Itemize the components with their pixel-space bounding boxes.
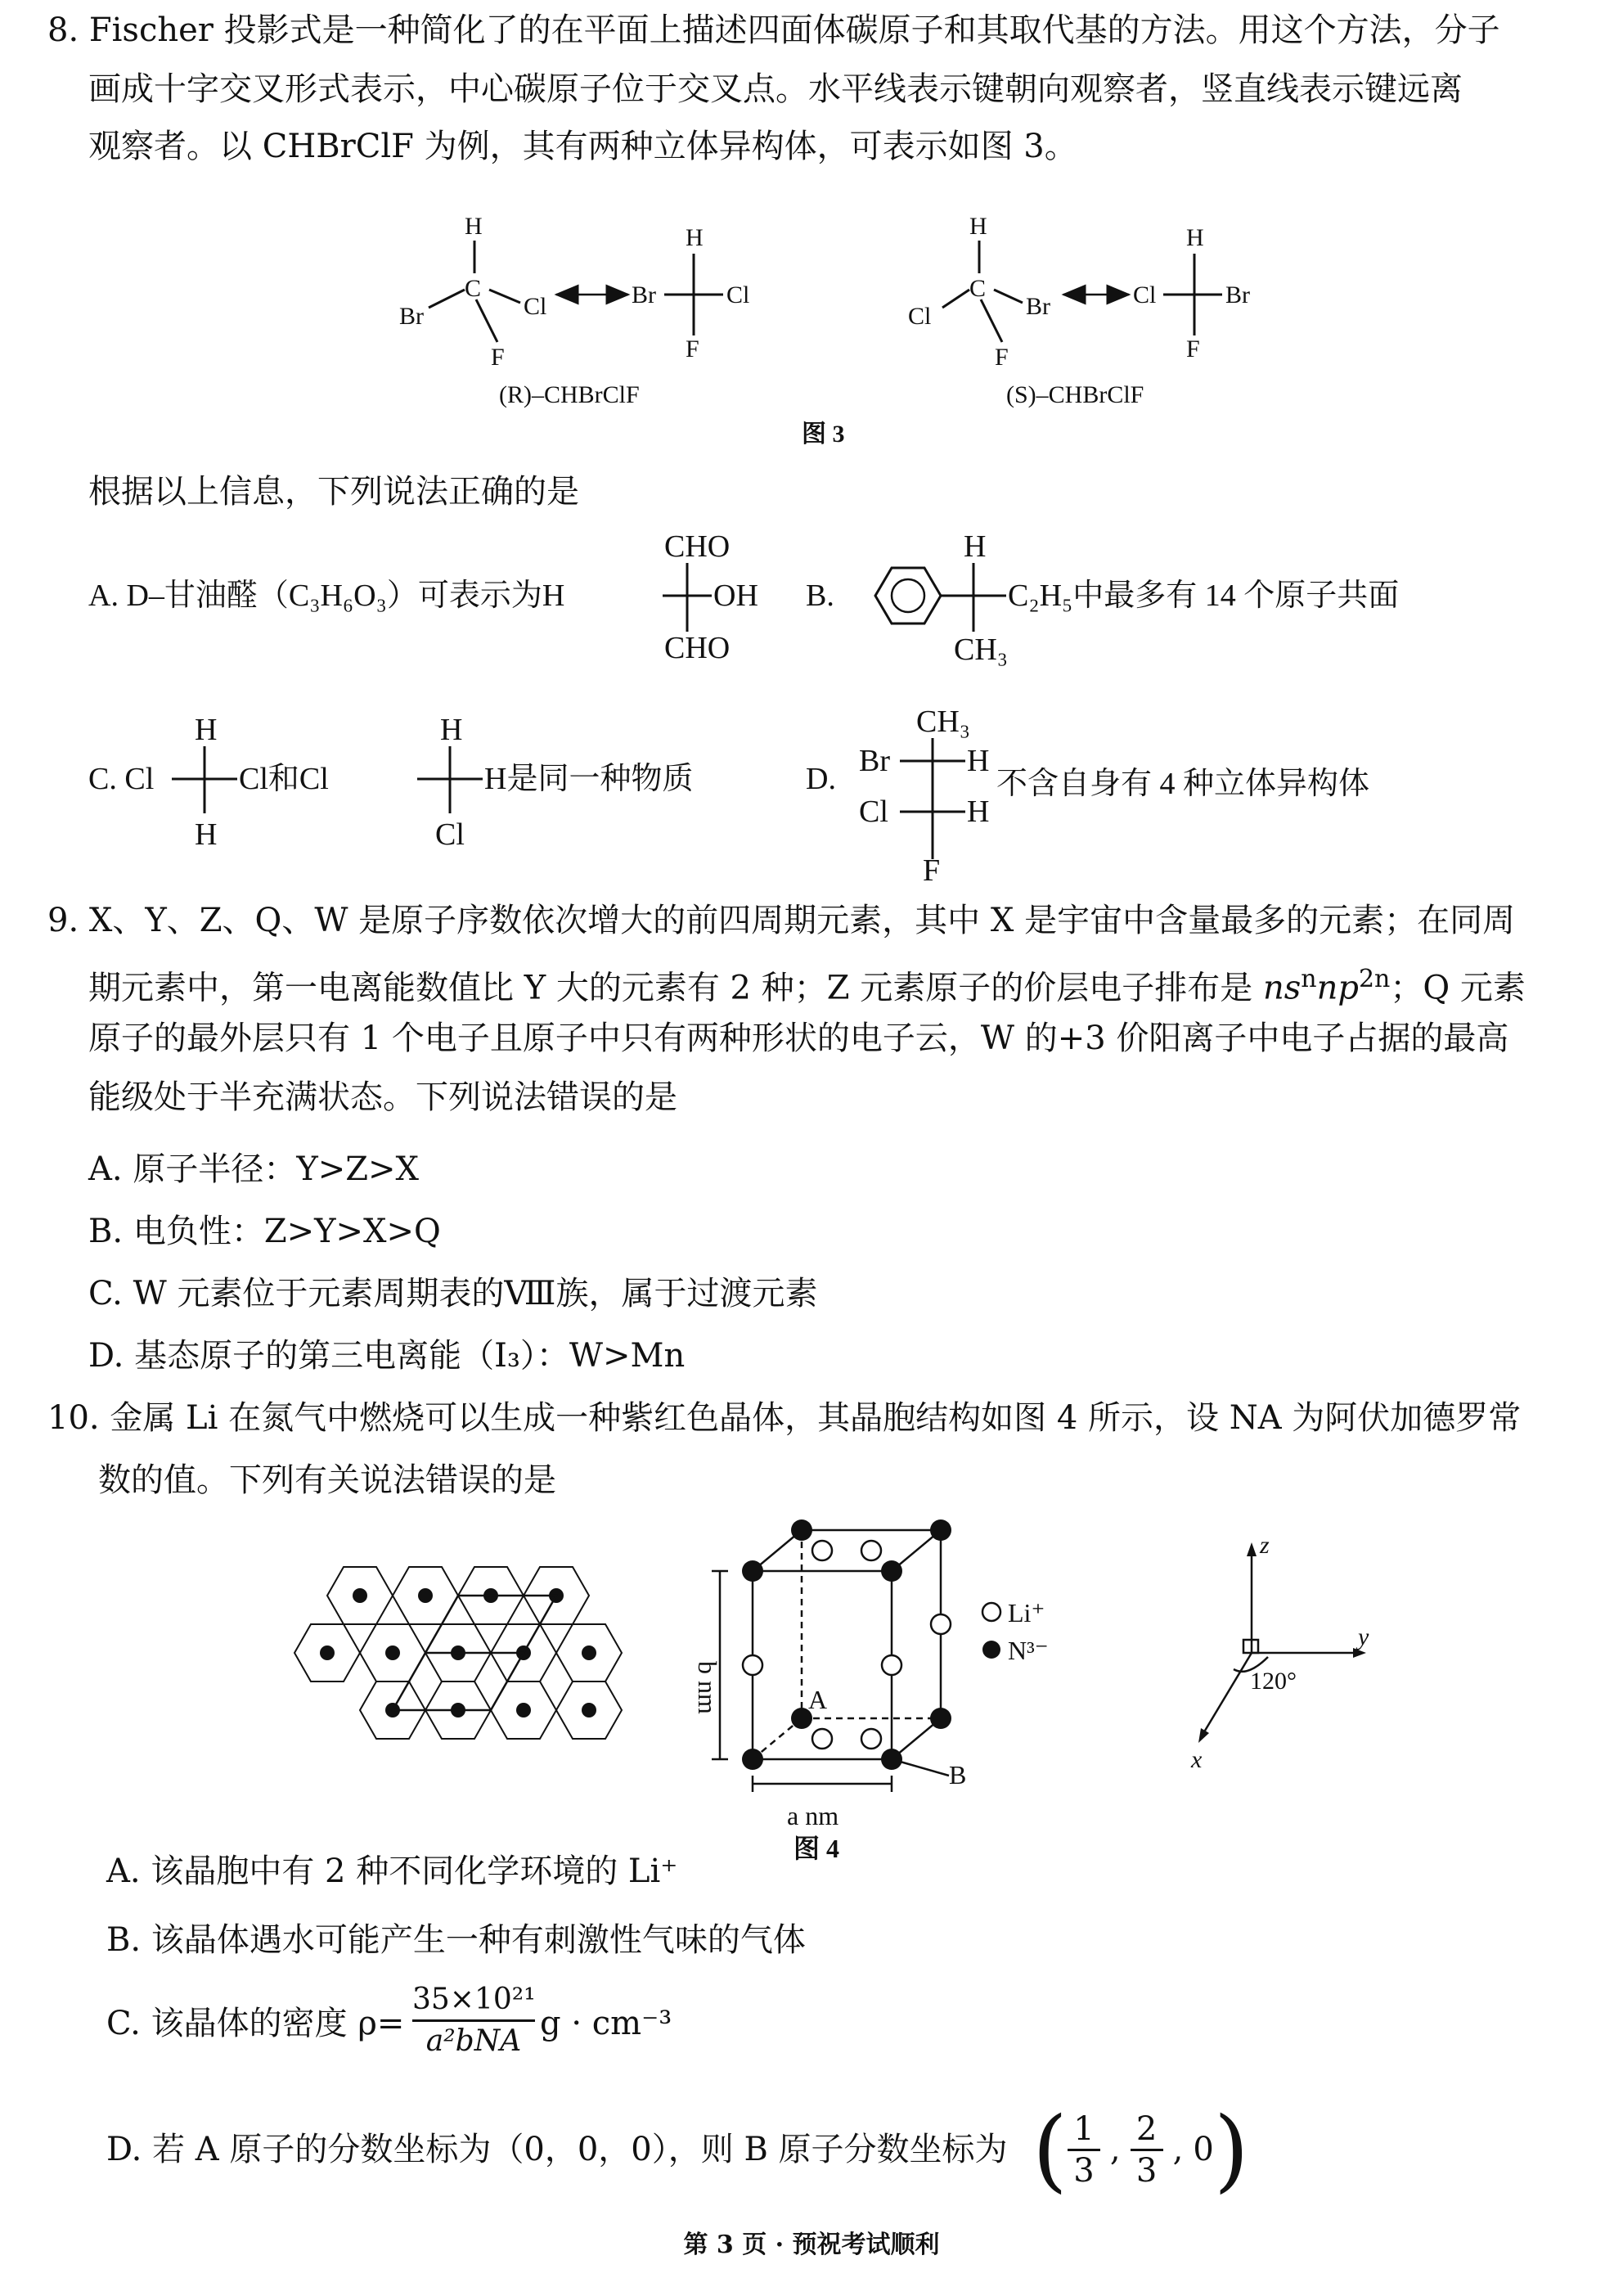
q9-line4: 能级处于半充满状态。下列说法错误的是 [88,1078,677,1116]
s-fischer-h: H [1186,224,1204,251]
frac-1 [1068,2109,1100,2190]
frac-2-den: 3 [1135,2151,1158,2190]
angle-label: 120° [1250,1668,1297,1695]
r-fischer-br: Br [632,281,656,308]
q8-option-c-bottom2: Cl [435,817,465,852]
figure-4-crystal-structure [278,1514,1440,1863]
paren-open: ( [1032,2097,1068,2202]
q8-option-c-prefix: C. Cl [88,762,155,796]
figure-3-caption: 图 3 [802,421,845,448]
frac-1-num: 1 [1068,2109,1100,2151]
q8-option-c-end: H是同一种物质 [484,762,694,796]
legend-li: Li⁺ [1008,1598,1045,1627]
s-fischer-br: Br [1225,281,1250,308]
s-fischer-f: F [1186,335,1200,362]
axis-x: x [1191,1746,1203,1773]
q8-option-a-right: OH [713,579,758,613]
label-a: A [808,1685,828,1714]
q9-ns: ns [1262,969,1302,1007]
q9-np: np [1316,969,1359,1007]
q9-option-c: C. W 元素位于元素周期表的Ⅷ族，属于过渡元素 [88,1275,818,1312]
q9-ns-exp: n [1301,965,1317,993]
figure-4-caption: 图 4 [794,1834,840,1863]
q8-option-b-bottom: CH₃ [954,633,1009,667]
comma-2: , [1172,2131,1184,2168]
q10-option-c-fraction [412,1980,535,2061]
q10-option-a: A. 该晶胞中有 2 种不同化学环境的 Li⁺ [106,1853,678,1890]
r-h-top: H [465,213,483,240]
r-fischer-f: F [686,335,699,362]
label-b: B [949,1760,967,1790]
r-f: F [491,344,505,371]
q8-option-d-h2: H [967,795,990,829]
q8-option-c-top2: H [440,713,463,747]
q8-option-d-prefix: D. [806,762,836,796]
legend-n: N³⁻ [1008,1636,1049,1665]
q8-line1: 8. Fischer 投影式是一种简化了的在平面上描述四面体碳原子和其取代基的方法。用这个方法，分子 [47,11,1500,49]
axis-y: y [1358,1623,1369,1650]
q9-line2-end: ；Q 元素 [1390,969,1526,1007]
figure-3-fischer-projections [368,205,1309,458]
frac-2 [1131,2109,1163,2190]
q9-option-b: B. 电负性：Z>Y>X>Q [88,1213,441,1250]
frac-1-den: 3 [1073,2151,1095,2190]
q9-np-exp: 2n [1358,965,1391,993]
q10-option-d-coords [1032,2097,1249,2202]
comma-1: , [1109,2131,1121,2168]
s-cl: Cl [908,303,932,330]
q8-options-ab [82,524,1554,679]
q8-option-a-bottom: CHO [664,631,731,665]
dim-b: b nm [693,1661,722,1714]
dim-a: a nm [787,1801,839,1830]
s-h-top: H [969,213,987,240]
q10-line1: 10. 金属 Li 在氮气中燃烧可以生成一种紫红色晶体，其晶胞结构如图 4 所示，设 NA 为阿伏加德罗常 [47,1399,1522,1437]
r-fischer-h: H [686,224,704,251]
q8-option-b-top: H [964,529,987,564]
q9-option-a: A. 原子半径：Y>Z>X [88,1150,420,1188]
s-f: F [995,344,1009,371]
q8-line2: 画成十字交叉形式表示，中心碳原子位于交叉点。水平线表示键朝向观察者，竖直线表示键远离 [88,70,1463,108]
q10-option-c-denominator: a²bNA [425,2024,522,2058]
q8-option-d-cl: Cl [859,795,888,829]
page-footer: 第 3 页 · 预祝考试顺利 [683,2231,940,2259]
q8-option-d-top: CH₃ [916,705,971,739]
q10-option-c-numerator: 35×10²¹ [412,1980,535,2022]
r-label: (R)–CHBrClF [499,381,640,408]
q8-option-d-br: Br [859,744,890,778]
r-cl: Cl [524,293,547,320]
axis-z: z [1260,1532,1270,1559]
q9-line2-text: 期元素中，第一电离能数值比 Y 大的元素有 2 种；Z 元素原子的价层电子排布是 [88,969,1263,1007]
q10-line2: 数的值。下列有关说法错误的是 [98,1461,556,1499]
q10-option-c-unit: g · cm⁻³ [540,2005,672,2042]
q8-stem: 根据以上信息，下列说法正确的是 [88,473,579,511]
s-label: (S)–CHBrClF [1006,381,1144,408]
q9-line3: 原子的最外层只有 1 个电子且原子中只有两种形状的电子云，W 的+3 价阳离子中电子占据的最高 [88,1020,1509,1057]
s-br: Br [1026,293,1050,320]
paren-close: ) [1213,2097,1249,2202]
q8-option-d-bottom: F [923,853,941,888]
q8-options-cd [82,704,1554,888]
q10-option-d-prefix: D. 若 A 原子的分数坐标为（0，0，0），则 B 原子分数坐标为 [106,2131,1008,2168]
s-fischer-cl: Cl [1133,281,1157,308]
r-fischer-cl: Cl [726,281,750,308]
r-c: C [465,275,482,302]
q8-option-c-top1: H [195,713,218,747]
q10-option-c-prefix: C. 该晶体的密度 ρ= [106,2005,405,2042]
q8-option-a-top: CHO [664,529,731,564]
q8-option-b-right: C₂H₅中最多有 14 个原子共面 [1008,579,1400,613]
coord-z: 0 [1193,2131,1214,2168]
q8-option-d-text: 不含自身有 4 种立体异构体 [996,767,1370,801]
r-br: Br [399,303,424,330]
q10-option-b: B. 该晶体遇水可能产生一种有刺激性气味的气体 [106,1921,806,1959]
q8-line3: 观察者。以 CHBrClF 为例，其有两种立体异构体，可表示如图 3。 [88,128,1077,165]
q9-line2 [88,959,1526,1008]
q8-option-c-mid: Cl和Cl [239,762,329,796]
q9-option-d: D. 基态原子的第三电离能（I₃）：W>Mn [88,1337,686,1375]
s-c: C [969,275,987,302]
frac-2-num: 2 [1131,2109,1163,2151]
q8-option-c-bottom1: H [195,817,218,852]
q8-option-b-prefix: B. [806,579,834,613]
q9-line1: 9. X、Y、Z、Q、W 是原子序数依次增大的前四周期元素，其中 X 是宇宙中含量最多的元素；在同周 [47,902,1516,939]
q8-option-a-text: A. D–甘油醛（C₃H₆O₃）可表示为H [88,579,565,613]
q8-option-d-h1: H [967,744,990,778]
